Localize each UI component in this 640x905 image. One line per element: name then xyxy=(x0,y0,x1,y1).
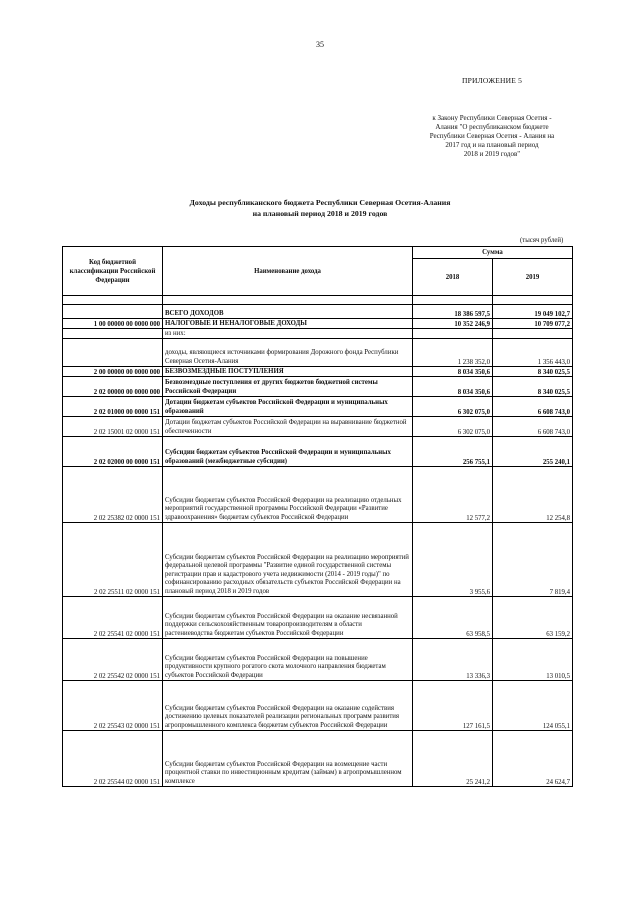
header-code: Код бюджетной классификации Российской Федерации xyxy=(63,247,163,296)
row-name: Субсидии бюджетам субъектов Российской Федерации на реализацию мероприятий федеральной целевой программы "Развитие единой государственной системы регистрации прав и кадастрового учета недвижимости (2014 - 2019 годы)" по софинансированию расходных обязательств субъектов Российской Федерации на плановый период 2018 и 2019 годов xyxy=(163,523,413,597)
row-value-2019: 10 709 077,2 xyxy=(493,319,573,329)
row-value-2018: 8 034 350,6 xyxy=(413,377,493,397)
row-name: Дотации бюджетам субъектов Российской Федерации на выравнивание бюджетной обеспеченности xyxy=(163,417,413,437)
row-value-2018: 6 302 075,0 xyxy=(413,397,493,417)
title-line-1: Доходы республиканского бюджета Республики Северная Осетия-Алания xyxy=(189,198,451,207)
row-value-2019: 63 159,2 xyxy=(493,597,573,639)
header-2019: 2019 xyxy=(493,259,573,296)
table-row xyxy=(63,377,573,397)
row-code: 2 02 25382 02 0000 151 xyxy=(63,467,163,523)
row-code: 1 00 00000 00 0000 000 xyxy=(63,319,163,329)
row-code: 2 02 25542 02 0000 151 xyxy=(63,639,163,681)
row-name: Субсидии бюджетам субъектов Российской Федерации и муниципальных образований (межбюджетные субсидии) xyxy=(163,437,413,467)
row-value-2018: 63 958,5 xyxy=(413,597,493,639)
spacer-row xyxy=(63,296,573,305)
law-reference-line: к Закону Республики Северная Осетия - xyxy=(432,114,552,122)
row-code: 2 02 15001 02 0000 151 xyxy=(63,417,163,437)
row-value-2019: 13 010,5 xyxy=(493,639,573,681)
table-row xyxy=(63,367,573,377)
row-code: 2 02 02000 00 0000 151 xyxy=(63,437,163,467)
row-value-2019: 8 340 025,5 xyxy=(493,367,573,377)
row-name: из них: xyxy=(163,329,413,339)
row-code xyxy=(63,305,163,319)
row-value-2018: 3 955,6 xyxy=(413,523,493,597)
table-row xyxy=(63,339,573,367)
row-value-2018: 25 241,2 xyxy=(413,731,493,787)
row-code xyxy=(63,329,163,339)
row-code xyxy=(63,339,163,367)
row-value-2018: 10 352 246,9 xyxy=(413,319,493,329)
table-row xyxy=(63,523,573,597)
table-row xyxy=(63,467,573,523)
row-name: БЕЗВОЗМЕЗДНЫЕ ПОСТУПЛЕНИЯ xyxy=(163,367,413,377)
header-2018: 2018 xyxy=(413,259,493,296)
table-row xyxy=(63,329,573,339)
row-value-2019: 124 055,1 xyxy=(493,681,573,731)
row-name: НАЛОГОВЫЕ И НЕНАЛОГОВЫЕ ДОХОДЫ xyxy=(163,319,413,329)
row-code: 2 02 01000 00 0000 151 xyxy=(63,397,163,417)
row-value-2018: 127 161,5 xyxy=(413,681,493,731)
row-value-2019: 6 608 743,0 xyxy=(493,397,573,417)
law-reference xyxy=(408,114,576,159)
row-value-2018: 6 302 075,0 xyxy=(413,417,493,437)
table-row xyxy=(63,597,573,639)
row-name: Субсидии бюджетам субъектов Российской Федерации на оказание содействия достижению целевых показателей реализации региональных программ развития агропромышленного комплекса бюджетам субъектов Российской Федерации xyxy=(163,681,413,731)
row-name: ВСЕГО ДОХОДОВ xyxy=(163,305,413,319)
header-name: Наименование дохода xyxy=(163,247,413,296)
row-value-2019 xyxy=(493,329,573,339)
law-reference-line: Алания "О республиканском бюджете xyxy=(435,123,549,131)
table-row xyxy=(63,639,573,681)
row-code: 2 02 00000 00 0000 000 xyxy=(63,377,163,397)
units-note: (тысяч рублей) xyxy=(520,237,564,244)
table-row xyxy=(63,319,573,329)
appendix-label: ПРИЛОЖЕНИЕ 5 xyxy=(462,76,523,85)
row-value-2019: 6 608 743,0 xyxy=(493,417,573,437)
document-title xyxy=(0,198,640,219)
table-row xyxy=(63,731,573,787)
row-code: 2 00 00000 00 0000 000 xyxy=(63,367,163,377)
row-value-2019: 12 254,8 xyxy=(493,467,573,523)
table-row xyxy=(63,305,573,319)
row-value-2018 xyxy=(413,329,493,339)
row-value-2019: 1 356 443,0 xyxy=(493,339,573,367)
row-value-2018: 13 336,3 xyxy=(413,639,493,681)
law-reference-line: 2018 и 2019 годов" xyxy=(463,150,521,158)
row-value-2018: 1 238 352,0 xyxy=(413,339,493,367)
row-value-2019: 7 819,4 xyxy=(493,523,573,597)
law-reference-line: Республики Северная Осетия - Алания на xyxy=(429,132,555,140)
row-name: Дотации бюджетам субъектов Российской Федерации и муниципальных образований xyxy=(163,397,413,417)
row-value-2018: 18 386 597,5 xyxy=(413,305,493,319)
row-value-2018: 12 577,2 xyxy=(413,467,493,523)
row-name: Субсидии бюджетам субъектов Российской Федерации на реализацию отдельных мероприятий государственной программы Российской Федерации «Развитие здравоохранения» бюджетам субъектов Российской Федерации xyxy=(163,467,413,523)
row-value-2018: 8 034 350,6 xyxy=(413,367,493,377)
revenue-table xyxy=(62,246,573,787)
table-row xyxy=(63,417,573,437)
row-name: Субсидии бюджетам субъектов Российской Федерации на возмещение части процентной ставки по инвестиционным кредитам (займам) в агропромышленном комплексе xyxy=(163,731,413,787)
row-value-2018: 256 755,1 xyxy=(413,437,493,467)
row-name: Субсидии бюджетам субъектов Российской Федерации на оказание несвязанной поддержки сельскохозяйственным товаропроизводителям в области растениеводства бюджетам субъектов Российской Федерации xyxy=(163,597,413,639)
row-name: доходы, являющиеся источниками формирования Дорожного фонда Республики Северная Осетия-Алания xyxy=(163,339,413,367)
row-value-2019: 24 624,7 xyxy=(493,731,573,787)
row-code: 2 02 25511 02 0000 151 xyxy=(63,523,163,597)
row-value-2019: 8 340 025,5 xyxy=(493,377,573,397)
table-row xyxy=(63,681,573,731)
row-code: 2 02 25544 02 0000 151 xyxy=(63,731,163,787)
row-name: Безвозмездные поступления от других бюджетов бюджетной системы Российской Федерации xyxy=(163,377,413,397)
row-code: 2 02 25543 02 0000 151 xyxy=(63,681,163,731)
law-reference-line: 2017 год и на плановый период xyxy=(445,141,539,149)
row-value-2019: 255 240,1 xyxy=(493,437,573,467)
row-code: 2 02 25541 02 0000 151 xyxy=(63,597,163,639)
table-row xyxy=(63,397,573,417)
page-number: 35 xyxy=(316,40,324,49)
row-name: Субсидии бюджетам субъектов Российской Федерации на повышение продуктивности крупного рогатого скота молочного направления бюджетам субъектов Российской Федерации xyxy=(163,639,413,681)
table-row xyxy=(63,437,573,467)
title-line-2: на плановый период 2018 и 2019 годов xyxy=(252,208,388,218)
row-value-2019: 19 049 102,7 xyxy=(493,305,573,319)
header-sum: Сумма xyxy=(413,247,573,259)
table-body xyxy=(63,296,573,787)
